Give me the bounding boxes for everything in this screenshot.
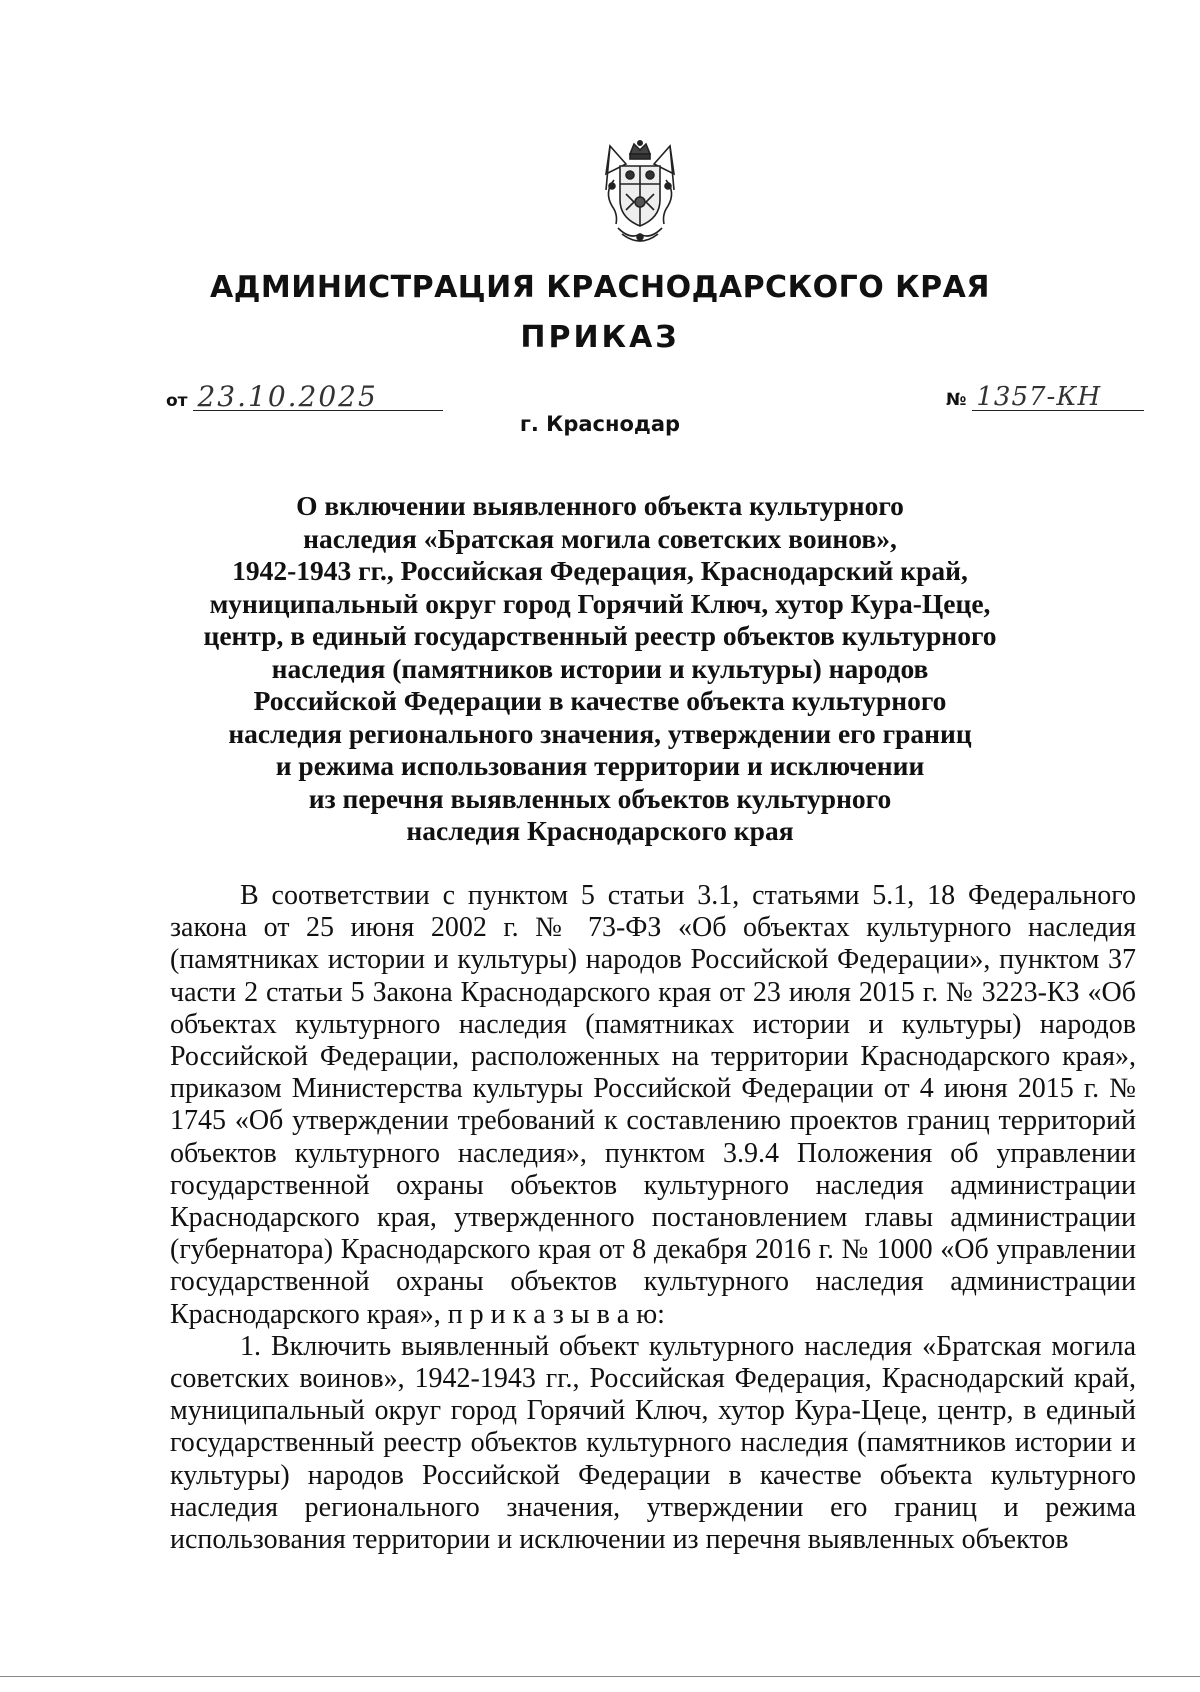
handwritten-number: 1357-КН	[972, 384, 1144, 411]
subject-line: из перечня выявленных объектов культурного	[308, 782, 892, 814]
subject-line: центр, в единый государственный реестр объектов культурного	[203, 620, 997, 651]
subject-line: Российской Федерации в качестве объекта культурного	[253, 685, 947, 716]
page-bottom-divider	[0, 1676, 1200, 1677]
krasnodar-krai-coat-of-arms-icon	[596, 140, 684, 248]
subject-line: наследия (памятников истории и культуры) народов	[271, 652, 929, 684]
order-body	[170, 880, 1136, 1556]
preamble-paragraph: В соответствии с пунктом 5 статьи 3.1, статьями 5.1, 18 Федерального закона от 25 июня 2002 г. № 73-ФЗ «Об объектах культурного наследия (памятниках истории и культуры) народов Российской Федерации», пунктом 37 части 2 статьи 5 Закона Краснодарского края от 23 июля 2015 г. № 3223-КЗ «Об объектах культурного наследия (памятниках истории и культуры) народов Российской Федерации, расположенных на территории Краснодарского края», приказом Министерства культуры Российской Федерации от 4 июня 2015 г. № 1745 «Об утверждении требований к составлению проектов границ территорий объектов культурного наследия», пунктом 3.9.4 Положения об управлении государственной охраны объектов культурного наследия администрации Краснодарского края, утвержденного постановлением главы администрации (губернатора) Краснодарского края от 8 декабря 2016 г. № 1000 «Об управлении государственной охраны объектов культурного наследия администрации Краснодарского края», п р и к а з ы в а ю:	[170, 880, 1136, 1330]
order-item-1-paragraph: 1. Включить выявленный объект культурного наследия «Братская могила советских воинов», 1942-1943 гг., Российская Федерация, Краснодарский край, муниципальный округ город Горячий Ключ, хутор Кура-Цеце, центр, в единый государственный реестр объектов культурного наследия (памятников истории и культуры) народов Российской Федерации в качестве объекта культурного наследия регионального значения, утверждении его границ и режима использования территории и исключении из перечня выявленных объектов	[170, 1330, 1136, 1556]
order-subject-heading	[200, 490, 1000, 848]
subject-line: муниципальный округ город Горячий Ключ, хутор Кура-Цеце,	[209, 587, 991, 619]
subject-line: 1942-1943 гг., Российская Федерация, Краснодарский край,	[232, 555, 968, 586]
organization-title: АДМИНИСТРАЦИЯ КРАСНОДАРСКОГО КРАЯ	[210, 270, 990, 305]
document-number-field	[946, 384, 1144, 411]
subject-line: наследия регионального значения, утверждении его границ	[228, 717, 972, 749]
date-prefix: от	[166, 391, 188, 411]
handwritten-date: 23.10.2025	[193, 384, 443, 411]
city-label: г. Краснодар	[519, 412, 681, 436]
number-prefix: №	[946, 390, 967, 410]
document-type-title: ПРИКАЗ	[520, 320, 680, 355]
subject-line: О включении выявленного объекта культурного	[296, 490, 904, 521]
subject-line: и режима использования территории и исключении	[275, 750, 925, 781]
subject-line: наследия «Братская могила советских воинов»,	[303, 522, 897, 554]
subject-line: наследия Краснодарского края	[406, 815, 794, 846]
document-date-field	[166, 380, 443, 413]
